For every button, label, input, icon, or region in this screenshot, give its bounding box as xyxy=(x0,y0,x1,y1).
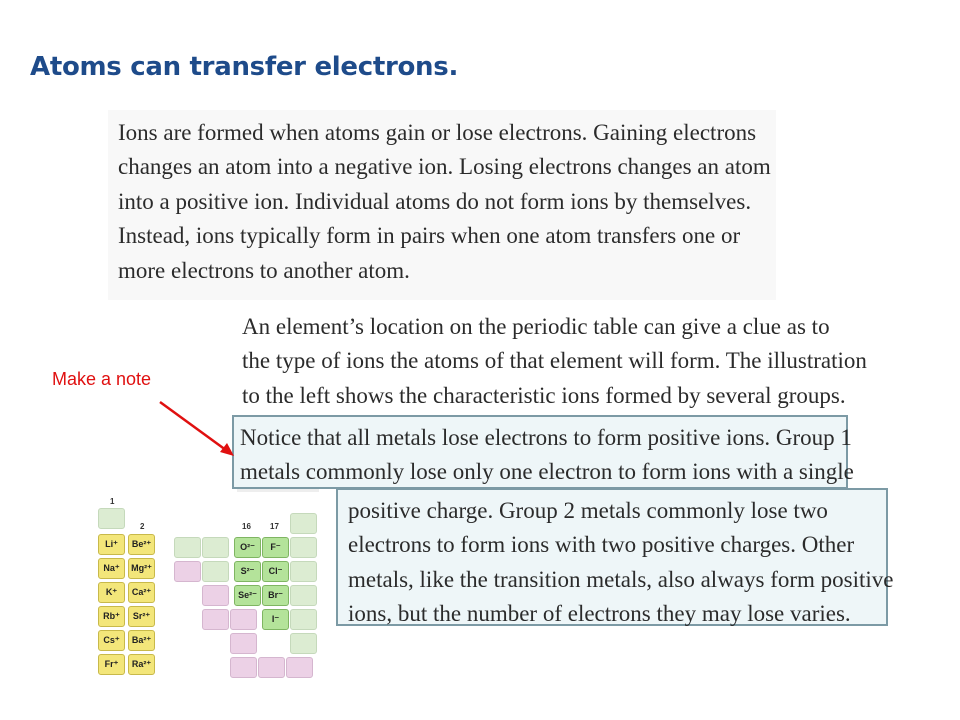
element-cell-blank xyxy=(202,585,229,606)
highlight-box-metals xyxy=(232,415,854,489)
element-cell: Sr²⁺ xyxy=(128,606,155,627)
element-cell-blank xyxy=(230,633,257,654)
text-line: metals, like the transition metals, also always form positive xyxy=(348,566,894,592)
element-cell-blank xyxy=(290,561,317,582)
element-cell-blank xyxy=(174,537,201,558)
text-line: changes an atom into a negative ion. Losing electrons changes an atom xyxy=(118,154,771,180)
element-cell: Ra²⁺ xyxy=(128,654,155,675)
text-line: ions, but the number of electrons they may lose varies. xyxy=(348,601,851,627)
page-title: Atoms can transfer electrons. xyxy=(30,52,459,82)
element-cell-blank xyxy=(290,609,317,630)
paragraph-ions-formed xyxy=(108,110,776,300)
element-cell-blank xyxy=(290,513,317,534)
paragraph-periodic-location xyxy=(232,310,880,418)
element-cell: K⁺ xyxy=(98,582,125,603)
group-label: 17 xyxy=(270,522,279,531)
text-line: Instead, ions typically form in pairs when one atom transfers one or xyxy=(118,223,741,249)
text-line: more electrons to another atom. xyxy=(118,257,410,283)
element-cell: Fr⁺ xyxy=(98,654,125,675)
text-line: metals commonly lose only one electron to form ions with a single xyxy=(240,459,854,485)
group-label: 16 xyxy=(242,522,251,531)
element-cell: I⁻ xyxy=(262,609,289,630)
text-line: to the left shows the characteristic ions formed by several groups. xyxy=(242,382,846,408)
element-cell: Be²⁺ xyxy=(128,534,155,555)
element-cell-blank xyxy=(290,585,317,606)
element-cell-blank xyxy=(202,609,229,630)
text-line: the type of ions the atoms of that element will form. The illustration xyxy=(242,348,867,374)
element-cell-blank xyxy=(258,657,285,678)
text-line: An element’s location on the periodic table can give a clue as to xyxy=(242,314,830,339)
element-cell: Mg²⁺ xyxy=(128,558,155,579)
element-cell: S²⁻ xyxy=(234,561,261,582)
text-line: electrons to form ions with two positive charges. Other xyxy=(348,532,855,558)
element-cell-blank xyxy=(290,633,317,654)
element-cell-blank xyxy=(202,561,229,582)
element-cell-blank xyxy=(230,657,257,678)
element-cell-blank xyxy=(290,537,317,558)
group-label: 1 xyxy=(110,497,115,506)
element-cell: O²⁻ xyxy=(234,537,261,558)
element-cell-blank xyxy=(202,537,229,558)
element-cell-blank xyxy=(286,657,313,678)
note-annotation: Make a note xyxy=(52,369,152,389)
text-line: Notice that all metals lose electrons to form positive ions. Group 1 xyxy=(240,425,852,450)
periodic-table-excerpt xyxy=(92,492,328,684)
element-cell: Br⁻ xyxy=(262,585,289,606)
text-line: positive charge. Group 2 metals commonly lose two xyxy=(348,498,828,523)
red-arrow-icon xyxy=(150,393,240,463)
element-cell: F⁻ xyxy=(262,537,289,558)
element-cell: Ca²⁺ xyxy=(128,582,155,603)
element-cell-blank xyxy=(230,609,257,630)
group-label: 2 xyxy=(140,522,145,531)
element-cell: Na⁺ xyxy=(98,558,125,579)
element-cell: Cs⁺ xyxy=(98,630,125,651)
element-cell: Rb⁺ xyxy=(98,606,125,627)
text-line: into a positive ion. Individual atoms do not form ions by themselves. xyxy=(118,188,752,214)
text-line: Ions are formed when atoms gain or lose electrons. Gaining electrons xyxy=(118,120,757,145)
highlight-box-group2 xyxy=(336,488,894,627)
element-cell-blank xyxy=(98,508,125,529)
element-cell: Ba²⁺ xyxy=(128,630,155,651)
element-cell-blank xyxy=(174,561,201,582)
element-cell: Cl⁻ xyxy=(262,561,289,582)
element-cell: Se²⁻ xyxy=(234,585,261,606)
element-cell: Li⁺ xyxy=(98,534,125,555)
